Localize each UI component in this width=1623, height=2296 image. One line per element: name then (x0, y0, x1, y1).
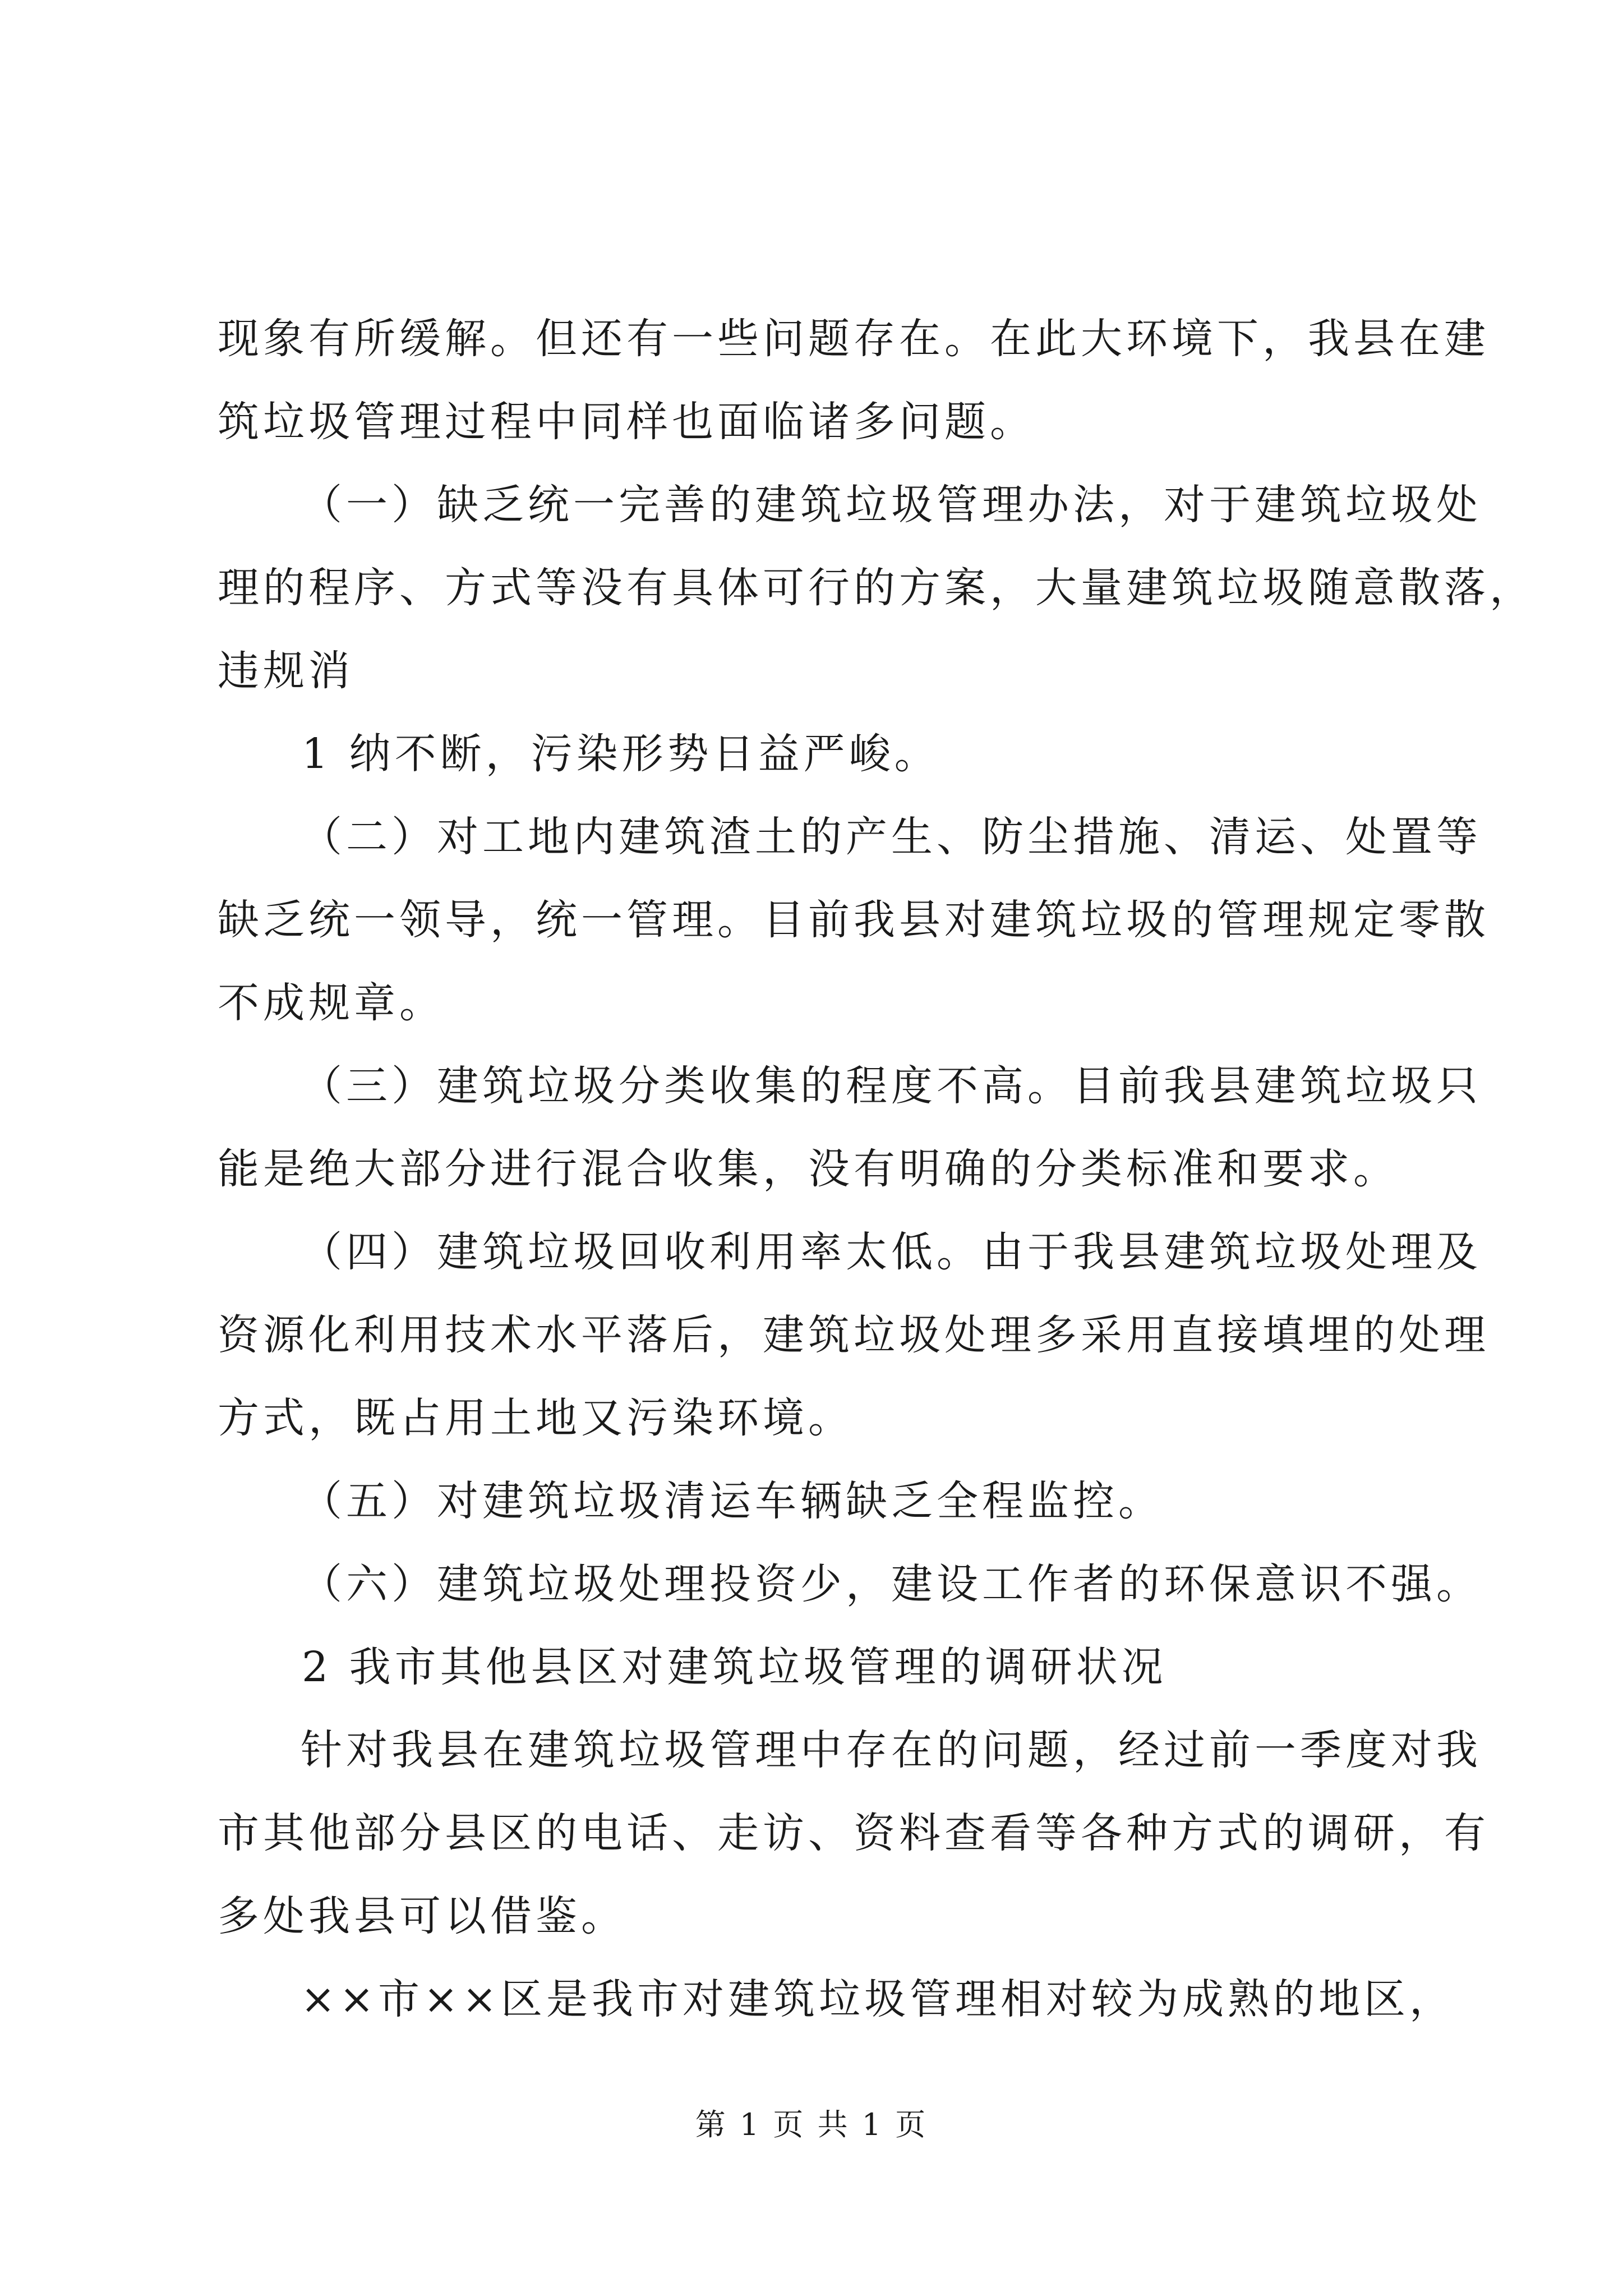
paragraph-line: （五）对建筑垃圾清运车辆缺乏全程监控。 (301, 1477, 1164, 1525)
paragraph-line: （三）建筑垃圾分类收集的程度不高。目前我县建筑垃圾只 (301, 1062, 1482, 1110)
paragraph-line: 多处我县可以借鉴。 (218, 1892, 626, 1940)
paragraph-line: （一）缺乏统一完善的建筑垃圾管理办法，对于建筑垃圾处 (301, 481, 1482, 529)
section-heading: 2 我市其他县区对建筑垃圾管理的调研状况 (302, 1643, 1167, 1691)
paragraph-line: （二）对工地内建筑渣土的产生、防尘措施、清运、处置等 (301, 813, 1482, 861)
paragraph-line: 现象有所缓解。但还有一些问题存在。在此大环境下，我县在建 (218, 315, 1490, 363)
paragraph-line: 方式，既占用土地又污染环境。 (218, 1394, 854, 1442)
paragraph-line: 能是绝大部分进行混合收集，没有明确的分类标准和要求。 (218, 1145, 1399, 1193)
paragraph-line: 不成规章。 (218, 979, 445, 1027)
paragraph-line: 违规消 (218, 647, 354, 695)
paragraph-line: 市其他部分县区的电话、走访、资料查看等各种方式的调研，有 (218, 1809, 1490, 1857)
paragraph-line: 筑垃圾管理过程中同样也面临诸多问题。 (218, 398, 1035, 446)
page-number-footer: 第 1 页 共 1 页 (695, 2107, 928, 2142)
paragraph-line: 理的程序、方式等没有具体可行的方案，大量建筑垃圾随意散落， (218, 564, 1535, 612)
paragraph-line: （六）建筑垃圾处理投资少，建设工作者的环保意识不强。 (301, 1560, 1482, 1608)
paragraph-line: 缺乏统一领导，统一管理。目前我县对建筑垃圾的管理规定零散 (218, 896, 1490, 944)
paragraph-line: 1 纳不断，污染形势日益严峻。 (302, 730, 940, 778)
paragraph-line: 资源化利用技术水平落后，建筑垃圾处理多采用直接填埋的处理 (218, 1311, 1490, 1359)
paragraph-line: ××市××区是我市对建筑垃圾管理相对较为成熟的地区， (301, 1975, 1455, 2023)
body-text (218, 297, 1535, 2041)
paragraph-line: 针对我县在建筑垃圾管理中存在的问题，经过前一季度对我 (301, 1726, 1482, 1774)
paragraph-line: （四）建筑垃圾回收利用率太低。由于我县建筑垃圾处理及 (301, 1228, 1482, 1276)
